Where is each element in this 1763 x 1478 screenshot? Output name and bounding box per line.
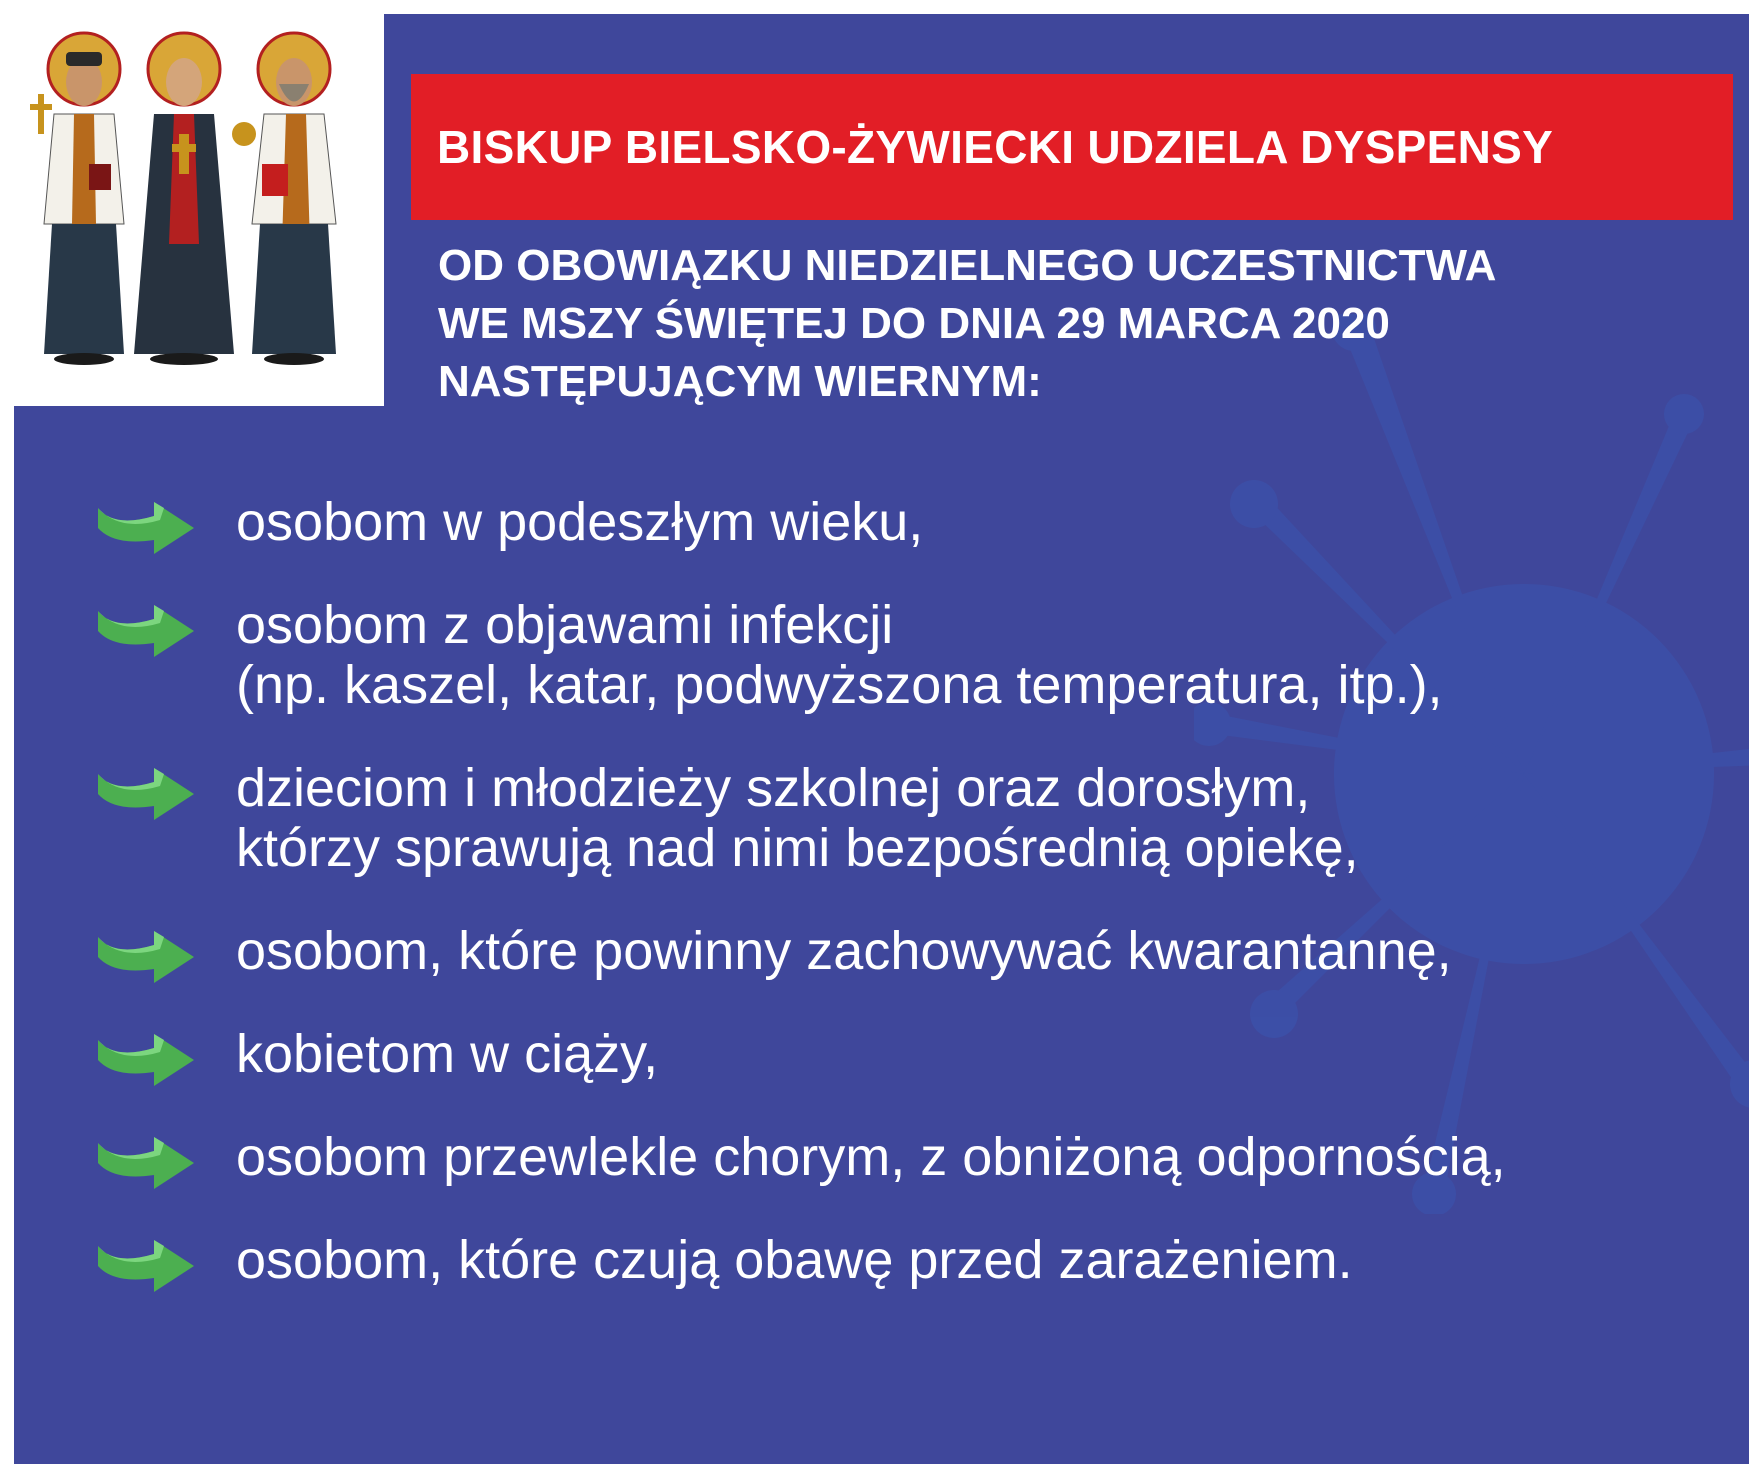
list-item	[80, 1024, 1730, 1084]
list-item	[80, 1230, 1730, 1290]
green-arrow-icon	[94, 1133, 198, 1193]
list-item	[80, 921, 1730, 981]
list-item	[80, 758, 1730, 878]
dispensation-list	[80, 492, 1730, 1333]
list-item	[80, 1127, 1730, 1187]
subtitle-line: OD OBOWIĄZKU NIEDZIELNEGO UCZESTNICTWA	[438, 241, 1497, 290]
title-banner	[411, 74, 1733, 220]
list-item-text: kobietom w ciąży,	[236, 1024, 659, 1084]
green-arrow-icon	[94, 601, 198, 661]
list-item-text: dzieciom i młodzieży szkolnej oraz dorosłym,	[236, 758, 1311, 818]
list-item-text: osobom przewlekle chorym, z obniżoną odpornością,	[236, 1127, 1506, 1187]
saints-illustration-icon	[24, 24, 374, 394]
list-item-text: (np. kaszel, katar, podwyższona temperatura, itp.),	[236, 655, 1443, 715]
list-item-text: osobom, które powinny zachowywać kwarantannę,	[236, 921, 1452, 981]
list-item	[80, 595, 1730, 715]
green-arrow-icon	[94, 764, 198, 824]
list-item-text: osobom w podeszłym wieku,	[236, 492, 924, 552]
subtitle-line: WE MSZY ŚWIĘTEJ DO DNIA 29 MARCA 2020	[438, 299, 1390, 348]
green-arrow-icon	[94, 1030, 198, 1090]
green-arrow-icon	[94, 498, 198, 558]
poster	[14, 14, 1749, 1464]
list-item	[80, 492, 1730, 552]
list-item-text: osobom, które czują obawę przed zarażeniem.	[236, 1230, 1353, 1290]
saints-illustration	[14, 14, 384, 406]
page-title: BISKUP BIELSKO-ŻYWIECKI UDZIELA DYSPENSY	[437, 121, 1554, 173]
green-arrow-icon	[94, 927, 198, 987]
green-arrow-icon	[94, 1236, 198, 1296]
subtitle	[438, 237, 1698, 411]
list-item-text: osobom z objawami infekcji	[236, 595, 894, 655]
list-item-text: którzy sprawują nad nimi bezpośrednią opiekę,	[236, 818, 1359, 878]
subtitle-line: NASTĘPUJĄCYM WIERNYM:	[438, 357, 1042, 406]
